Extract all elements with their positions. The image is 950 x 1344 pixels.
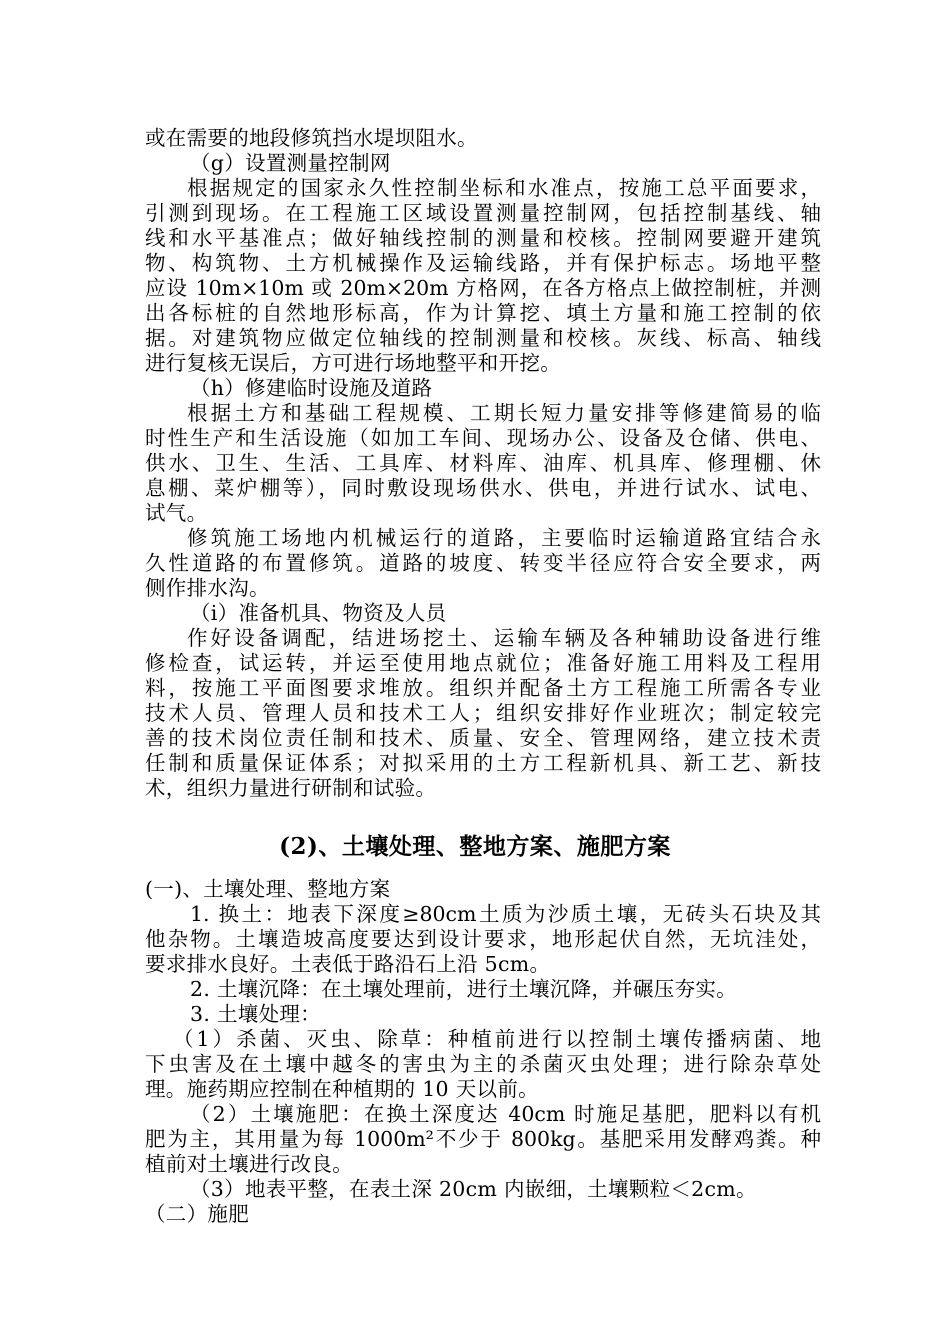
text-line: 侧作排水沟。 [145,576,270,600]
text-line: 物、构筑物、土方机械操作及运输线路，并有保护标志。场地平整 [145,251,821,275]
section-heading: (2)、土壤处理、整地方案、施肥方案 [279,833,671,860]
text-line: 根据土方和基础工程规模、工期长短力量安排等修建简易的临 [187,401,821,425]
text-line: 肥为主，其用量为每 1000m²不少于 800kg。基肥采用发酵鸡粪。种 [145,1127,821,1151]
text-line: 久性道路的布置修筑。道路的坡度、转变半径应符合安全要求，两 [145,551,821,575]
text-line: 修筑施工场地内机械运行的道路，主要临时运输道路宜结合永 [187,526,821,550]
text-line: 1. 换土：地表下深度≥80cm土质为沙质土壤，无砖头石块及其 [190,902,821,926]
text-line: 植前对土壤进行改良。 [145,1152,353,1176]
text-line: 术，组织力量进行研制和试验。 [145,776,437,800]
subheading-i: （i）准备机具、物资及人员 [190,601,447,625]
subsection-title: （二）施肥 [145,1202,249,1226]
text-line: 根据规定的国家永久性控制坐标和水准点，按施工总平面要求， [187,176,821,200]
text-line: 供水、卫生、生活、工具库、材料库、油库、机具库、修理棚、休 [145,451,821,475]
text-line: 息棚、菜炉棚等），同时敷设现场供水、供电，并进行试水、试电、 [145,476,821,500]
subheading-g: （g）设置测量控制网 [190,151,391,175]
text-line: 他杂物。土壤造坡高度要达到设计要求，地形起伏自然，无坑洼处， [145,927,821,951]
subsection-title: (一)、土壤处理、整地方案 [145,877,391,901]
text-line: （2）土壤施肥：在换土深度达 40cm 时施足基肥，肥料以有机 [190,1102,821,1126]
text-line: 修检查，试运转，并运至使用地点就位；准备好施工用料及工程用 [145,651,821,675]
text-line: 引测到现场。在工程施工区域设置测量控制网，包括控制基线、轴 [145,201,821,225]
text-line: 应设 10m×10m 或 20m×20m 方格网，在各方格点上做控制桩，并测 [145,276,821,300]
text-line: 料，按施工平面图要求堆放。组织并配备土方工程施工所需各专业 [145,676,821,700]
text-line: 2. 土壤沉降：在土壤处理前，进行土壤沉降，并碾压夯实。 [190,977,737,1001]
text-line: 技术人员、管理人员和技术工人；组织安排好作业班次；制定较完 [145,701,821,725]
text-line: 线和水平基准点；做好轴线控制的测量和校核。控制网要避开建筑 [145,226,821,250]
text-line: 试气。 [145,501,208,525]
text-line: （3）地表平整，在表土深 20cm 内嵌细，土壤颗粒＜2cm。 [190,1177,757,1201]
text-line: 进行复核无误后，方可进行场地整平和开挖。 [145,351,561,375]
text-line: 下虫害及在土壤中越冬的害虫为主的杀菌灭虫处理；进行除杂草处 [145,1052,821,1076]
text-line: 据。对建筑物应做定位轴线的控制测量和校核。灰线、标高、轴线 [145,326,821,350]
text-line: 或在需要的地段修筑挡水堤坝阻水。 [145,126,478,150]
subheading-h: （h）修建临时设施及道路 [190,376,433,400]
text-line: 善的技术岗位责任制和技术、质量、安全、管理网络，建立技术责 [145,726,821,750]
text-line: 时性生产和生活设施（如加工车间、现场办公、设备及仓储、供电、 [145,426,821,450]
text-line: 作好设备调配，结进场挖土、运输车辆及各种辅助设备进行维 [187,626,821,650]
text-line: 任制和质量保证体系；对拟采用的土方工程新机具、新工艺、新技 [145,751,821,775]
text-line: （1）杀菌、灭虫、除草：种植前进行以控制土壤传播病菌、地 [173,1027,821,1051]
text-line: 3. 土壤处理： [190,1002,321,1026]
text-line: 要求排水良好。土表低于路沿石上沿 5cm。 [145,952,551,976]
text-line: 理。施药期应控制在种植期的 10 天以前。 [145,1077,539,1101]
text-line: 出各标桩的自然地形标高，作为计算挖、填土方量和施工控制的依 [145,301,821,325]
